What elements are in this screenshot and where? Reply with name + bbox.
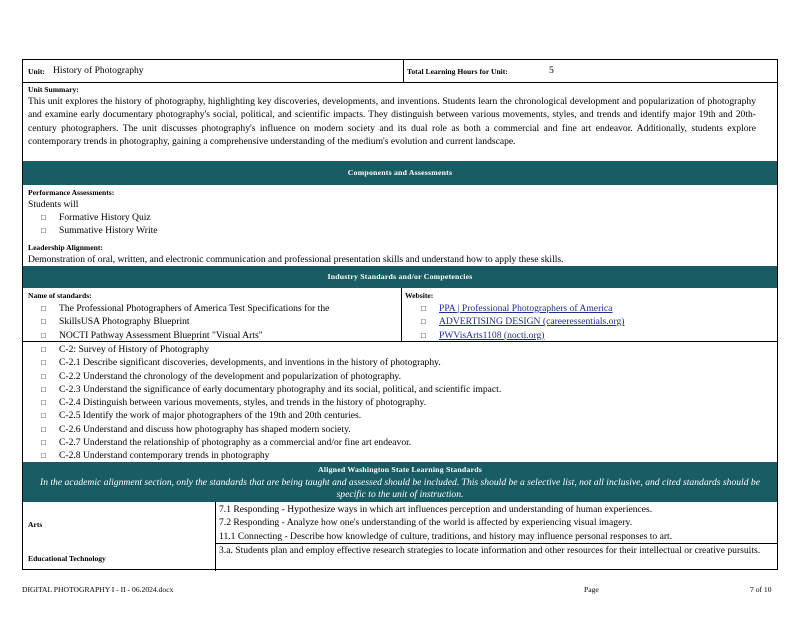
hours-label: Total Learning Hours for Unit: — [407, 67, 508, 76]
list-item: □ C-2.4 Distinguish between various movements, styles, and trends in the history of photography. — [41, 397, 427, 409]
performance-label: Performance Assessments: — [28, 188, 115, 197]
list-item[interactable] — [403, 315, 624, 328]
bullet-icon: □ — [41, 330, 46, 340]
assessment-list — [23, 211, 158, 238]
arts-standards — [219, 503, 769, 543]
arts-item: 7.1 Responding - Hypothesize ways in which art influences perception and understanding of human experiences. — [219, 504, 653, 515]
hours-value: 5 — [549, 65, 554, 76]
students-will: Students will — [28, 199, 79, 210]
leadership-label: Leadership Alignment: — [28, 243, 103, 252]
industry-divider — [401, 288, 402, 341]
list-item: □ Summative History Write — [41, 225, 158, 237]
list-item: □ C-2.3 Understand the significance of early documentary photography and its social, political, and scientific impact. — [41, 383, 502, 395]
footer-page-number: 7 of 10 — [750, 585, 772, 594]
standards-name-label: Name of standards: — [28, 291, 92, 300]
components-band: Components and Assessments — [23, 161, 777, 185]
bullet-icon: □ — [41, 438, 46, 448]
list-item: □ C-2: Survey of History of Photography — [41, 344, 210, 355]
bullet-icon: □ — [41, 358, 46, 368]
list-item: □ C-2.7 Understand the relationship of photography as a commercial and/or fine art endeavor. — [41, 437, 412, 449]
list-item: □ C-2.6 Understand and discuss how photography has shaped modern society. — [41, 423, 351, 435]
list-item: □ NOCTI Pathway Assessment Blueprint "Visual Arts" — [41, 329, 263, 341]
bullet-icon: □ — [41, 424, 46, 434]
aligned-band-subtitle: In the academic alignment section, only the standards that are being taught and assessed should be included. This should be a selective list, not all inclusive, and cited standards should be specific to the unit of instruction. — [40, 477, 760, 500]
list-item[interactable] — [403, 302, 624, 315]
bullet-icon: □ — [41, 304, 46, 313]
edtech-label: Educational Technology — [28, 554, 106, 563]
list-item: □ Formative History Quiz — [41, 212, 151, 223]
bullet-icon: □ — [41, 317, 46, 327]
arts-item: 11.1 Connecting - Describe how knowledge of culture, traditions, and history may influence personal responses to art. — [219, 530, 673, 542]
summary-label: Unit Summary: — [28, 85, 79, 94]
bullet-icon: □ — [421, 317, 426, 327]
list-item: □ The Professional Photographers of America Test Specifications for the — [41, 303, 330, 314]
bullet-icon: □ — [41, 371, 46, 381]
websites-list — [403, 302, 624, 342]
competency-list — [23, 343, 501, 463]
divider — [23, 341, 777, 342]
website-link[interactable]: ADVERTISING DESIGN (careeressentials.org) — [439, 316, 625, 328]
bullet-icon: □ — [41, 384, 46, 394]
bullet-icon: □ — [41, 398, 46, 408]
aligned-band-title: Aligned Washington State Learning Standards — [318, 465, 482, 474]
list-item: □ C-2.8 Understand contemporary trends in photography — [41, 450, 270, 462]
bullet-icon: □ — [41, 226, 46, 236]
list-item: □ C-2.5 Identify the work of major photographers of the 19th and 20th centuries. — [41, 410, 362, 422]
website-link[interactable]: PPA | Professional Photographers of America — [439, 303, 613, 314]
footer-filename: DIGITAL PHOTOGRAPHY I - II - 06.2024.docx — [22, 585, 174, 594]
leadership-text: Demonstration of oral, written, and electronic communication and professional presentation skills and understand how to apply these skills. — [28, 254, 564, 265]
divider — [23, 82, 777, 83]
arts-label: Arts — [28, 520, 43, 529]
unit-label: Unit: — [28, 67, 45, 76]
curriculum-table — [22, 59, 778, 570]
summary-text: This unit explores the history of photography, highlighting key discoveries, developments, and inventions. Students learn the chronological development and popularization of photography and examine early documentary photography's social, political, and scientific impacts. They distinguish between various movements, styles, and trends and identify major 19th and 20th-century photographers. The unit discusses photography's influence on modern society and its dual role as both a commercial and fine art endeavor. Additionally, students explore contemporary trends in photography, gaining a comprehensive understanding of the medium's evolution and current landscape. — [28, 96, 756, 148]
list-item: □ C-2.1 Describe significant discoveries, developments, and inventions in the history of photography. — [41, 357, 441, 369]
bullet-icon: □ — [41, 411, 46, 421]
industry-band: Industry Standards and/or Competencies — [23, 266, 777, 288]
standards-list — [23, 302, 329, 342]
website-label: Website: — [405, 291, 434, 300]
bullet-icon: □ — [421, 304, 426, 313]
website-link[interactable]: PWVisArts1108 (nocti.org) — [439, 329, 545, 341]
aligned-band — [23, 462, 777, 502]
bullet-icon: □ — [41, 345, 46, 354]
list-item: □ C-2.2 Understand the chronology of the development and popularization of photography. — [41, 370, 402, 382]
list-item[interactable] — [403, 329, 624, 342]
bullet-icon: □ — [41, 451, 46, 461]
edtech-item: 3.a. Students plan and employ effective research strategies to locate information and other resources for their intellectual or creative pursuits. — [219, 545, 761, 556]
footer-page-label: Page — [584, 585, 599, 594]
aligned-divider — [215, 502, 216, 571]
unit-value: History of Photography — [53, 65, 144, 76]
bullet-icon: □ — [41, 213, 46, 222]
bullet-icon: □ — [421, 330, 426, 340]
header-divider — [403, 60, 404, 82]
list-item: □ SkillsUSA Photography Blueprint — [41, 316, 190, 328]
arts-item: 7.2 Responding - Analyze how one's understanding of the world is affected by experiencing visual imagery. — [219, 517, 633, 529]
